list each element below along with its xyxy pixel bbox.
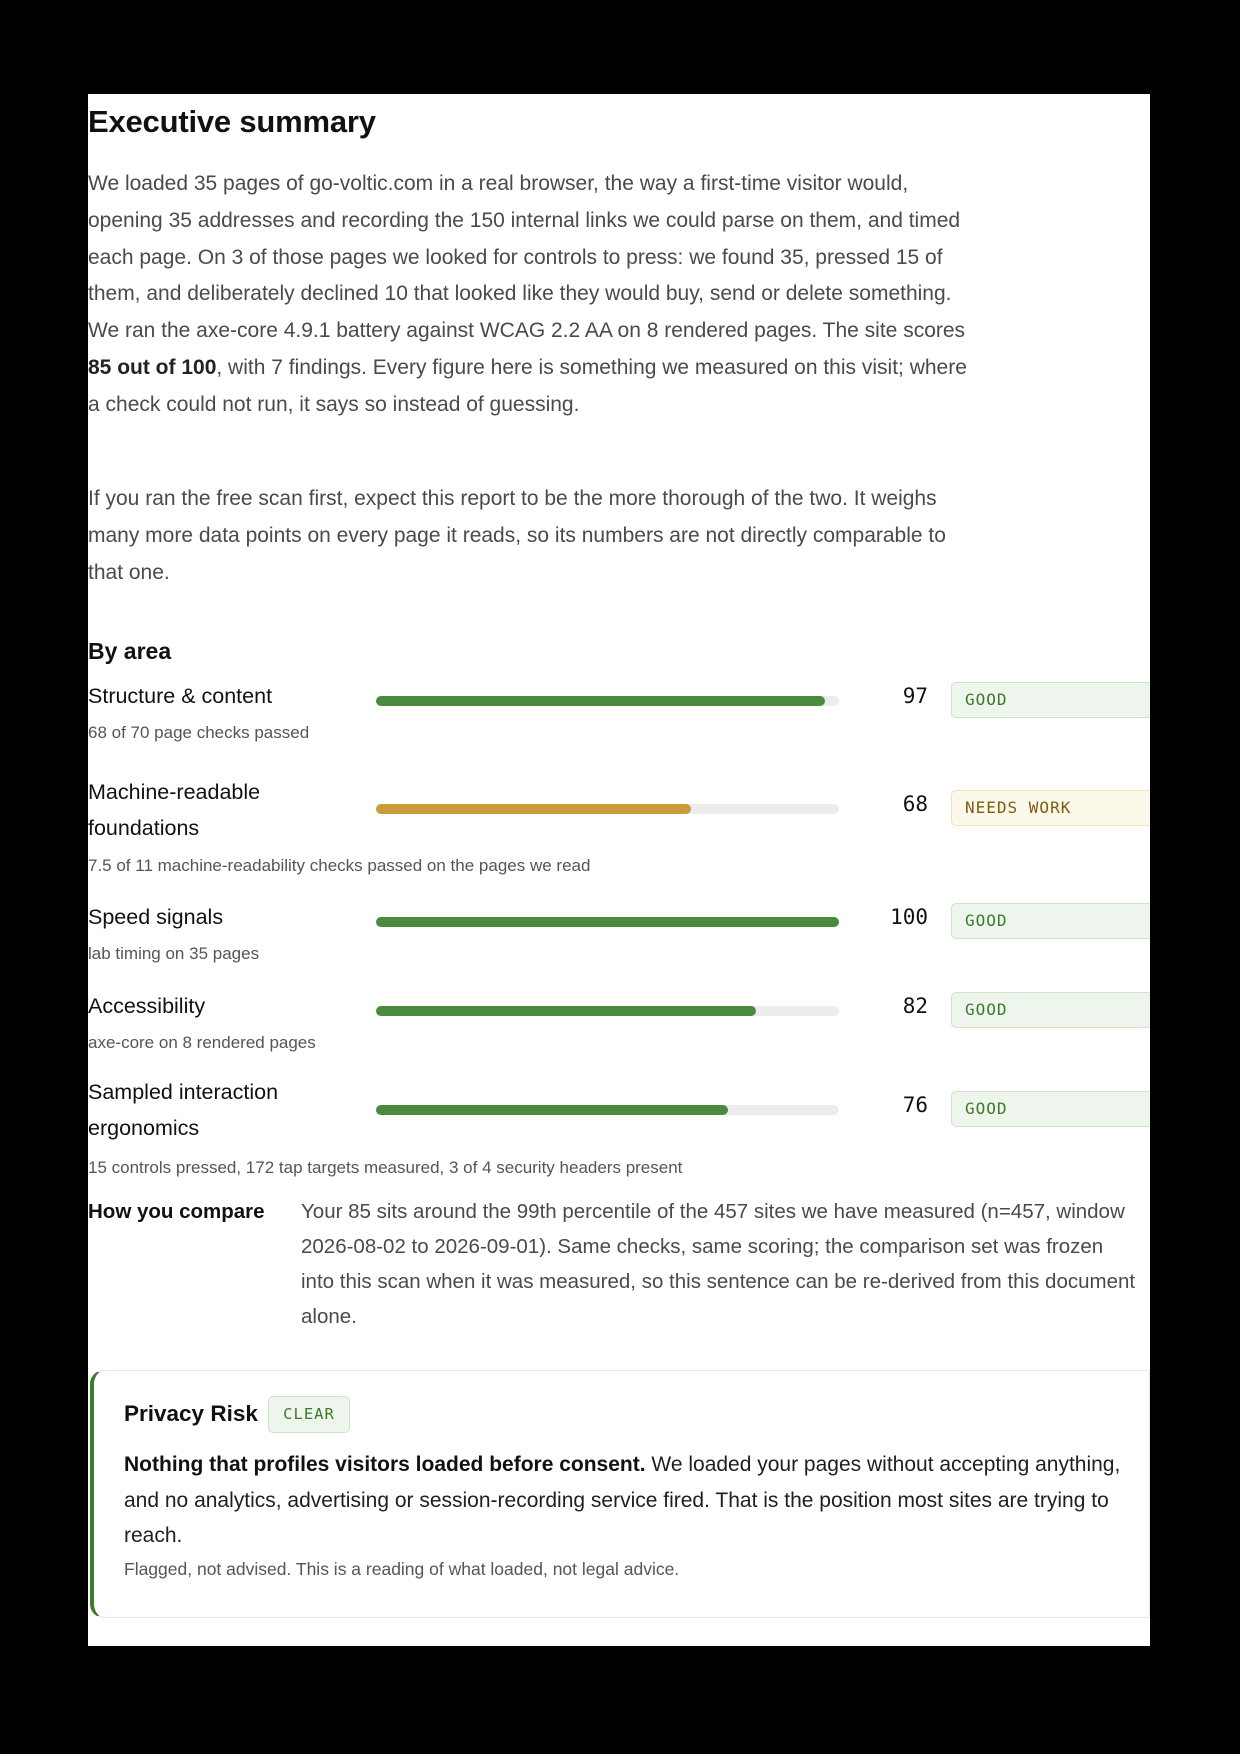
score-bar-track (376, 917, 839, 927)
privacy-body-text: We loaded your pages without accepting anything, and no analytics, advertising or session-recording service fired. That is the position most sites are trying to reach. (124, 1453, 1121, 1547)
intro-paragraph (88, 166, 973, 424)
area-score: 97 (902, 684, 928, 708)
privacy-disclaimer: Flagged, not advised. This is a reading of what loaded, not legal advice. (124, 1559, 680, 1579)
area-label: Accessibility (88, 994, 206, 1018)
area-row-accessibility (88, 988, 1150, 1058)
by-area-heading: By area (88, 638, 172, 664)
privacy-lead: Nothing that profiles visitors loaded before consent. (124, 1453, 646, 1476)
privacy-status-badge: CLEAR (268, 1396, 350, 1433)
area-label: Machine-readable foundations (88, 780, 261, 840)
area-score: 82 (902, 994, 928, 1018)
scan-comparison-paragraph: If you ran the free scan first, expect this report to be the more thorough of the two. It weighs many more data points on every page it reads, so its numbers are not directly comparable to that one. (88, 487, 946, 584)
score-bar-fill (376, 1006, 756, 1016)
score-bar-track (376, 1105, 839, 1115)
score-bar-track (376, 696, 839, 706)
area-subtext: 68 of 70 page checks passed (88, 723, 310, 742)
status-badge: NEEDS WORK (951, 790, 1150, 826)
area-label: Structure & content (88, 684, 273, 708)
privacy-body (124, 1447, 1124, 1554)
status-badge: GOOD (951, 1091, 1150, 1127)
area-label: Speed signals (88, 905, 224, 929)
score-bar-fill (376, 696, 825, 706)
area-subtext: 15 controls pressed, 172 tap targets measured, 3 of 4 security headers present (88, 1158, 683, 1177)
area-row-interaction (88, 1074, 1150, 1184)
compare-text: Your 85 sits around the 99th percentile of the 457 sites we have measured (n=457, window 2026-08-02 to 2026-09-01). Same checks, same scoring; the comparison set was frozen into this scan when it was measured, so this sentence can be re-derived from this document alone. (301, 1200, 1136, 1328)
status-badge: GOOD (951, 903, 1150, 939)
area-subtext: 7.5 of 11 machine-readability checks passed on the pages we read (88, 856, 591, 875)
privacy-title: Privacy Risk (124, 1401, 258, 1426)
intro-text-a: We loaded 35 pages of go-voltic.com in a real browser, the way a first-time visitor would, opening 35 addresses and recording the 150 internal links we could parse on them, and timed each page. On 3 of those pages we looked for controls to press: we found 35, pressed 15 of them, and deliberately declined 10 that looked like they would buy, send or delete something. We ran the axe-core 4.9.1 battery against WCAG 2.2 AA on 8 rendered pages. The site scores (88, 172, 966, 343)
area-subtext: axe-core on 8 rendered pages (88, 1033, 316, 1052)
compare-label: How you compare (88, 1200, 265, 1223)
privacy-risk-callout (90, 1370, 1150, 1618)
score-bar-fill (376, 804, 691, 814)
intro-text-b: , with 7 findings. Every figure here is something we measured on this visit; where a check could not run, it says so instead of guessing. (88, 355, 967, 416)
score-bar-track (376, 804, 839, 814)
area-score: 76 (902, 1093, 928, 1117)
area-row-machine-readable (88, 774, 1150, 874)
status-badge: GOOD (951, 682, 1150, 718)
status-badge: GOOD (951, 992, 1150, 1028)
area-label: Sampled interaction ergonomics (88, 1080, 279, 1140)
area-score: 100 (890, 905, 928, 929)
area-subtext: lab timing on 35 pages (88, 944, 260, 963)
score-bar-fill (376, 1105, 728, 1115)
score-bar-fill (376, 917, 839, 927)
page-title: Executive summary (88, 104, 376, 139)
area-score: 68 (902, 792, 928, 816)
report-page (88, 94, 1150, 1646)
area-row-structure (88, 678, 1150, 748)
score-bar-track (376, 1006, 839, 1016)
overall-score: 85 out of 100 (88, 355, 217, 379)
area-row-speed (88, 899, 1150, 969)
